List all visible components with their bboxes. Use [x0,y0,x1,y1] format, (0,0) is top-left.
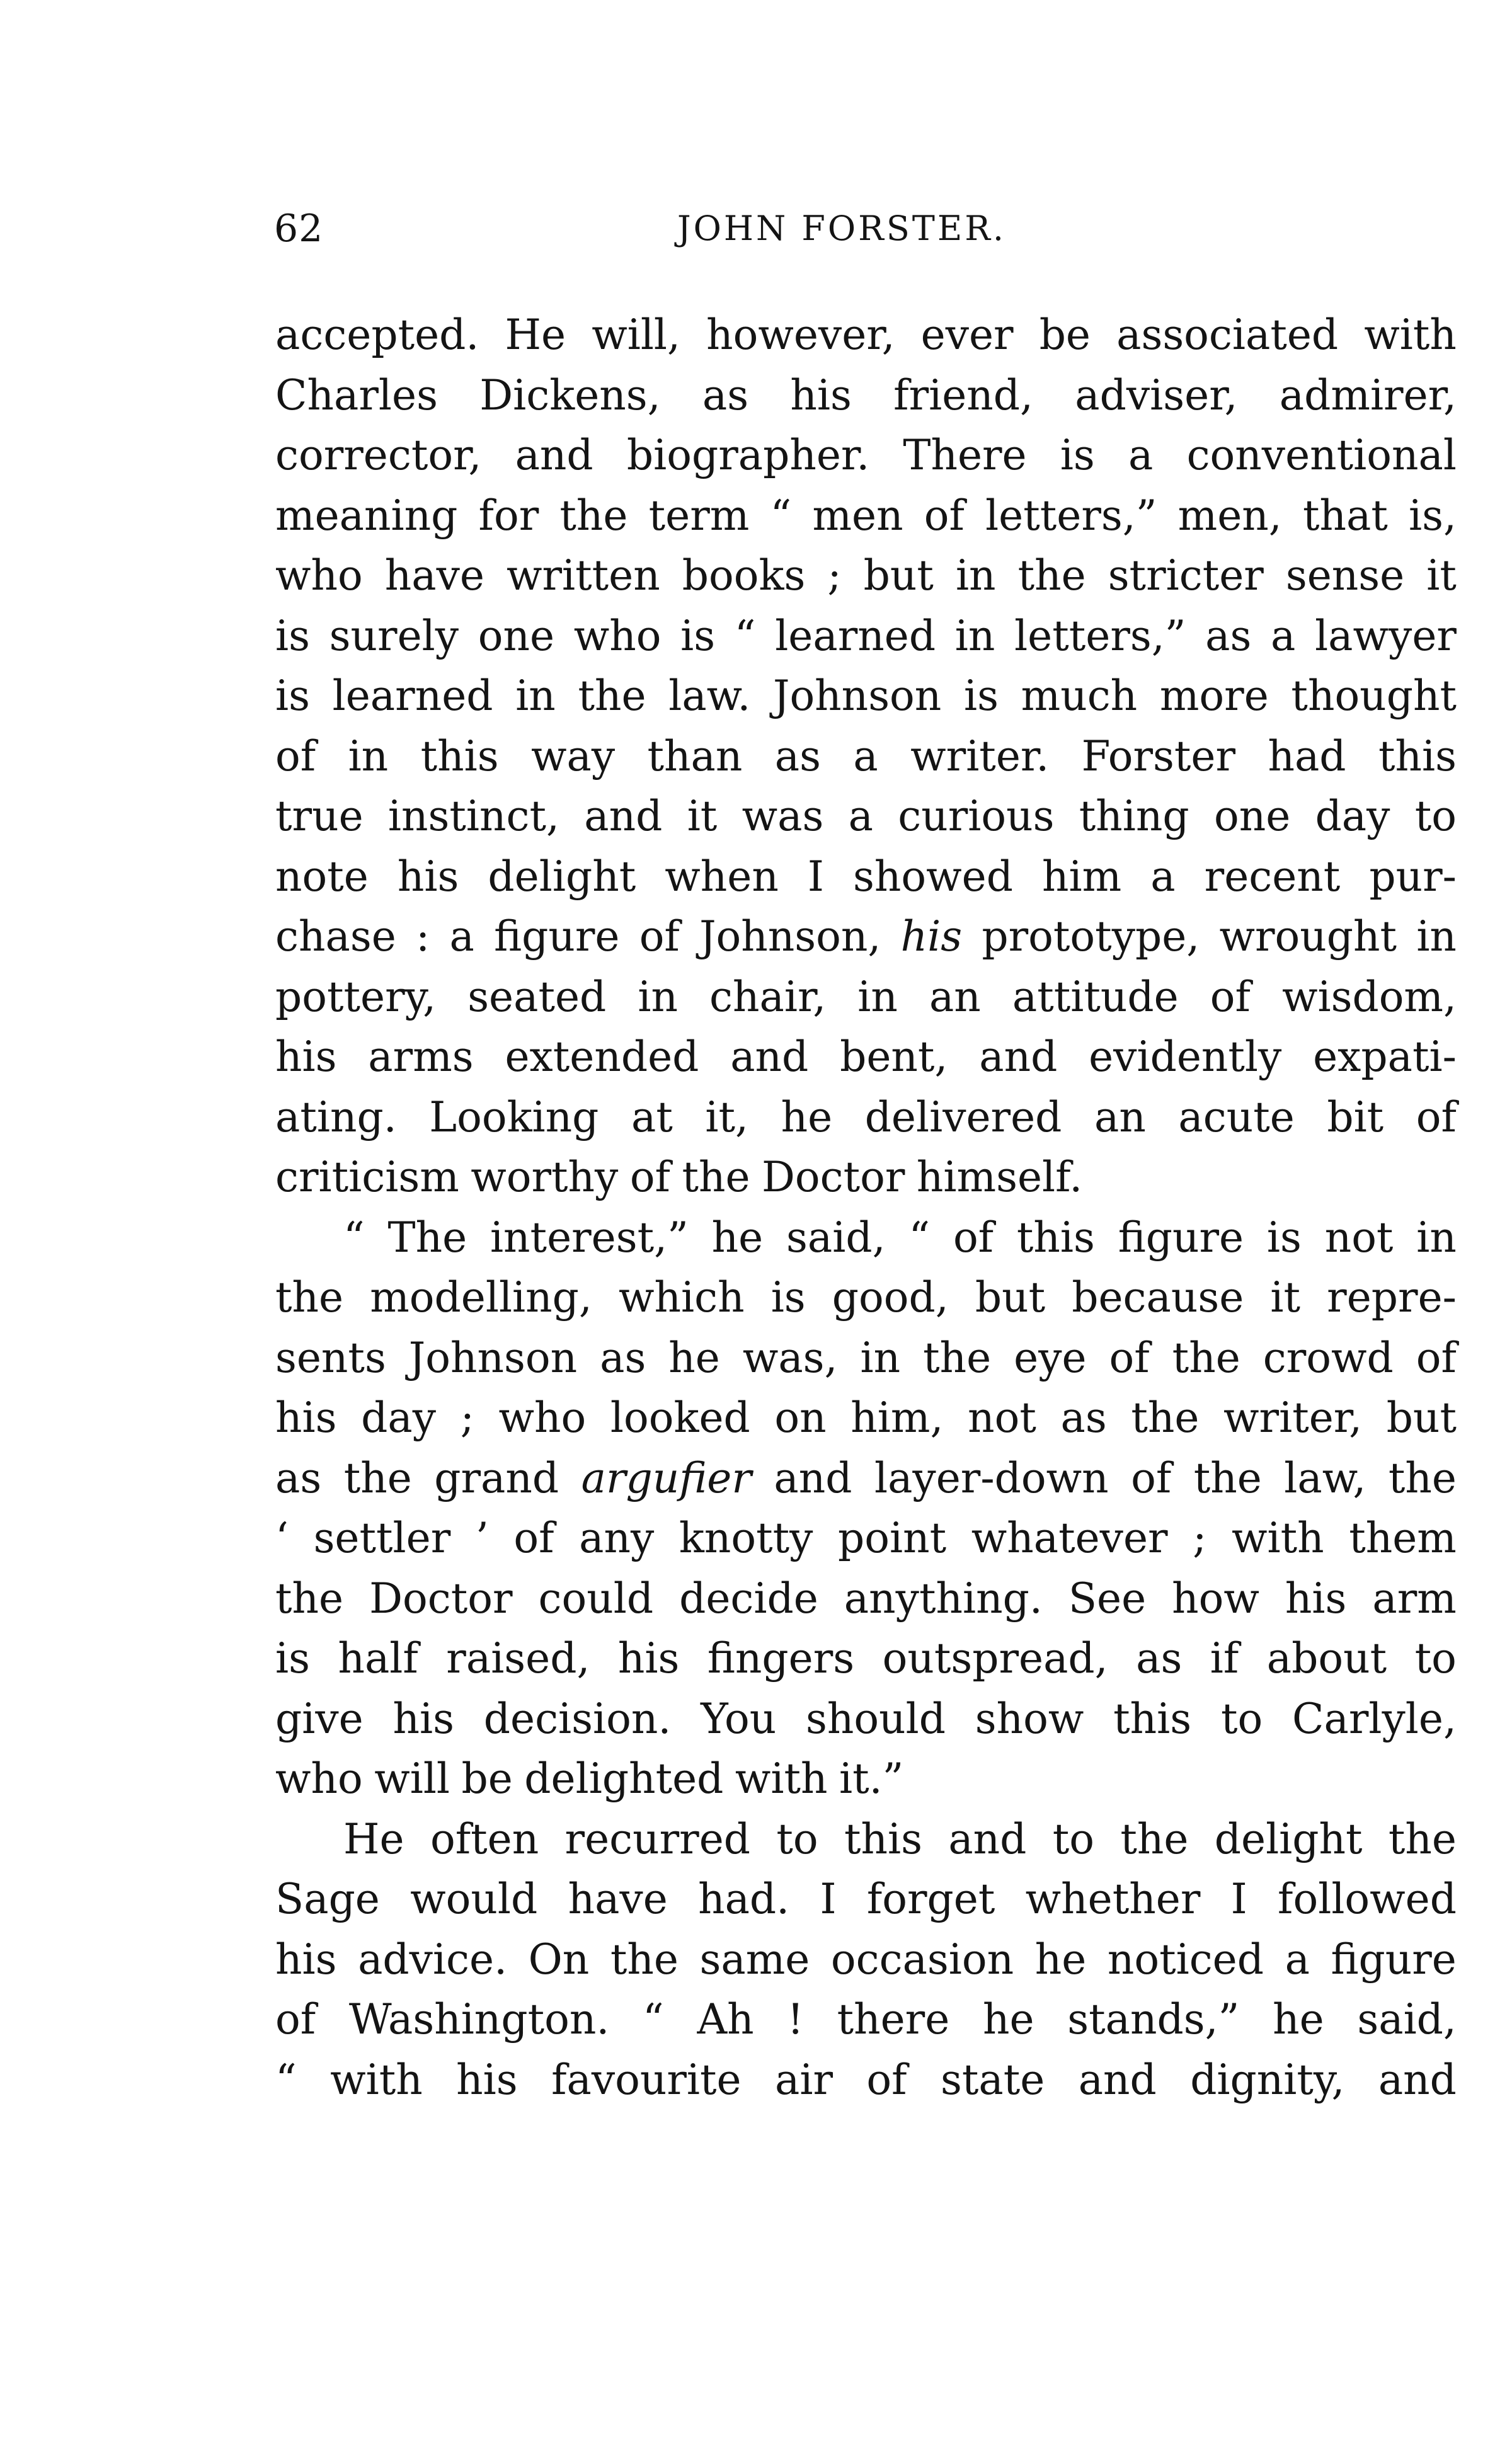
text-line: as the grand argufier and layer-down of the law, the [275,1453,1457,1502]
text-line: sents Johnson as he was, in the eye of the crowd of [275,1333,1457,1382]
text-line: He often recurred to this and to the delight the [343,1814,1457,1863]
text-line: Sage would have had. I forget whether I followed [275,1875,1457,1923]
text-line: ating. Looking at it, he delivered an acute bit of [275,1092,1457,1142]
text-line: the modelling, which is good, but because it repre- [275,1273,1457,1322]
text-line: give his decision. You should show this to Carlyle, [275,1694,1457,1743]
text-line: pottery, seated in chair, in an attitude of wisdom, [275,972,1457,1021]
page-header [274,200,1458,257]
body-text [275,305,1457,2110]
text-line: his advice. On the same occasion he noticed a figure [275,1935,1457,1984]
text-line: is half raised, his fingers outspread, as if about to [275,1634,1457,1683]
text-line: of in this way than as a writer. Forster had this [275,731,1457,781]
page-number: 62 [274,207,324,251]
text-line: meaning for the term “ men of letters,” men, that is, [275,491,1457,540]
running-head: JOHN FORSTER. [677,209,1007,248]
text-line: chase : a figure of Johnson, his prototype, wrought in [275,912,1457,961]
text-line: corrector, and biographer. There is a conventional [275,431,1457,479]
text-line: his arms extended and bent, and evidently expati- [275,1033,1457,1081]
text-line: note his delight when I showed him a recent pur- [275,852,1457,901]
text-line: Charles Dickens, as his friend, adviser, admirer, [275,370,1457,420]
text-line: of Washington. “ Ah ! there he stands,” he said, [275,1995,1457,2044]
text-line: criticism worthy of the Doctor himself. [275,1153,1083,1201]
text-line: the Doctor could decide anything. See how his arm [275,1574,1457,1623]
text-line: “ with his favourite air of state and dignity, and [275,2055,1457,2104]
text-line: who will be delighted with it.” [275,1754,904,1803]
text-line: accepted. He will, however, ever be associated with [275,311,1457,359]
text-line: true instinct, and it was a curious thing one day to [275,792,1457,840]
text-line: his day ; who looked on him, not as the writer, but [275,1393,1457,1442]
text-line: “ The interest,” he said, “ of this figure is not in [343,1213,1457,1262]
text-line: is surely one who is “ learned in letters,” as a lawyer [275,611,1457,660]
text-line: who have written books ; but in the stricter sense it [275,551,1457,600]
text-line: ‘ settler ’ of any knotty point whatever ; with them [275,1514,1457,1562]
text-line: is learned in the law. Johnson is much more thought [275,672,1457,720]
